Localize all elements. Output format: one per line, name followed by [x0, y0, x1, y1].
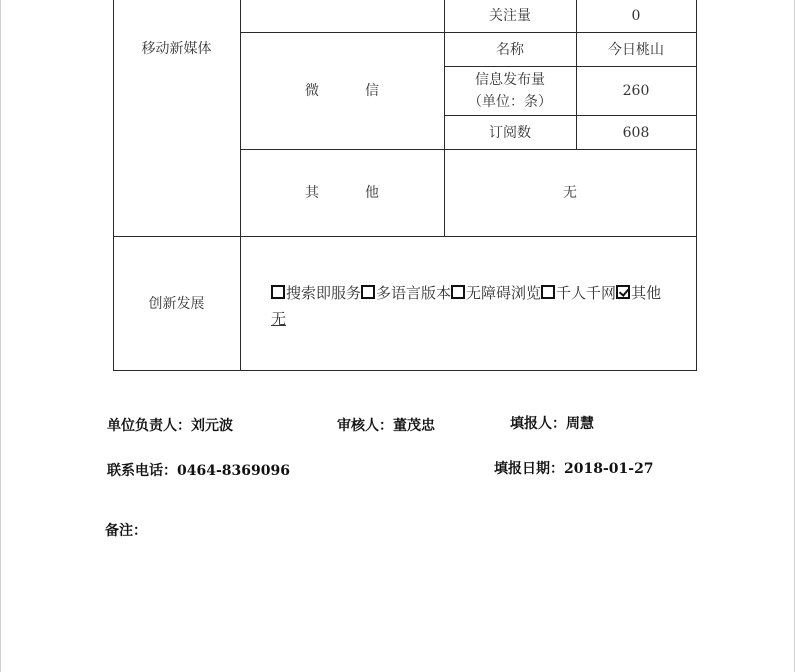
contact-phone: 联系电话：0464-8369096 [107, 463, 290, 479]
innovation-other-text: 无 [271, 310, 287, 328]
checkbox-personalized[interactable] [541, 285, 555, 299]
checkbox-multilingual[interactable] [361, 285, 375, 299]
publish-count-label-line2: （单位：条） [468, 94, 552, 110]
table-border-bottom [113, 370, 697, 371]
subscribe-value: 608 [622, 124, 650, 141]
other-label: 其 他 [305, 185, 395, 201]
reviewer: 审核人：董茂忠 [337, 418, 435, 434]
filler: 填报人：周慧 [510, 416, 594, 432]
innovation-options [271, 281, 691, 305]
innovation-label: 创新发展 [148, 295, 205, 312]
checkbox-other-checked[interactable] [616, 285, 630, 299]
table-border-right [696, 0, 697, 371]
wechat-name-label: 名称 [496, 41, 524, 58]
wechat-name-value: 今日桃山 [608, 41, 664, 58]
subscribe-label: 订阅数 [489, 124, 531, 141]
publish-count-label [444, 67, 576, 115]
option-search-service: 搜索即服务 [286, 284, 362, 302]
follow-count-label: 关注量 [489, 8, 531, 24]
option-accessibility: 无障碍浏览 [466, 284, 542, 302]
other-value: 无 [563, 185, 577, 201]
fill-date: 填报日期：2018-01-27 [494, 461, 654, 477]
mobile-media-label: 移动新媒体 [141, 41, 212, 57]
publish-count-label-line1: 信息发布量 [475, 72, 545, 88]
option-multilingual: 多语言版本 [376, 284, 452, 302]
option-other: 其他 [631, 284, 662, 302]
checkbox-search-service[interactable] [271, 285, 285, 299]
option-personalized: 千人千网 [556, 284, 617, 302]
publish-count-value: 260 [622, 83, 650, 99]
checkbox-accessibility[interactable] [451, 285, 465, 299]
wechat-label: 微 信 [305, 82, 395, 99]
remark-label: 备注： [105, 523, 147, 539]
follow-count-value: 0 [631, 8, 641, 24]
unit-head: 单位负责人：刘元波 [107, 418, 233, 434]
